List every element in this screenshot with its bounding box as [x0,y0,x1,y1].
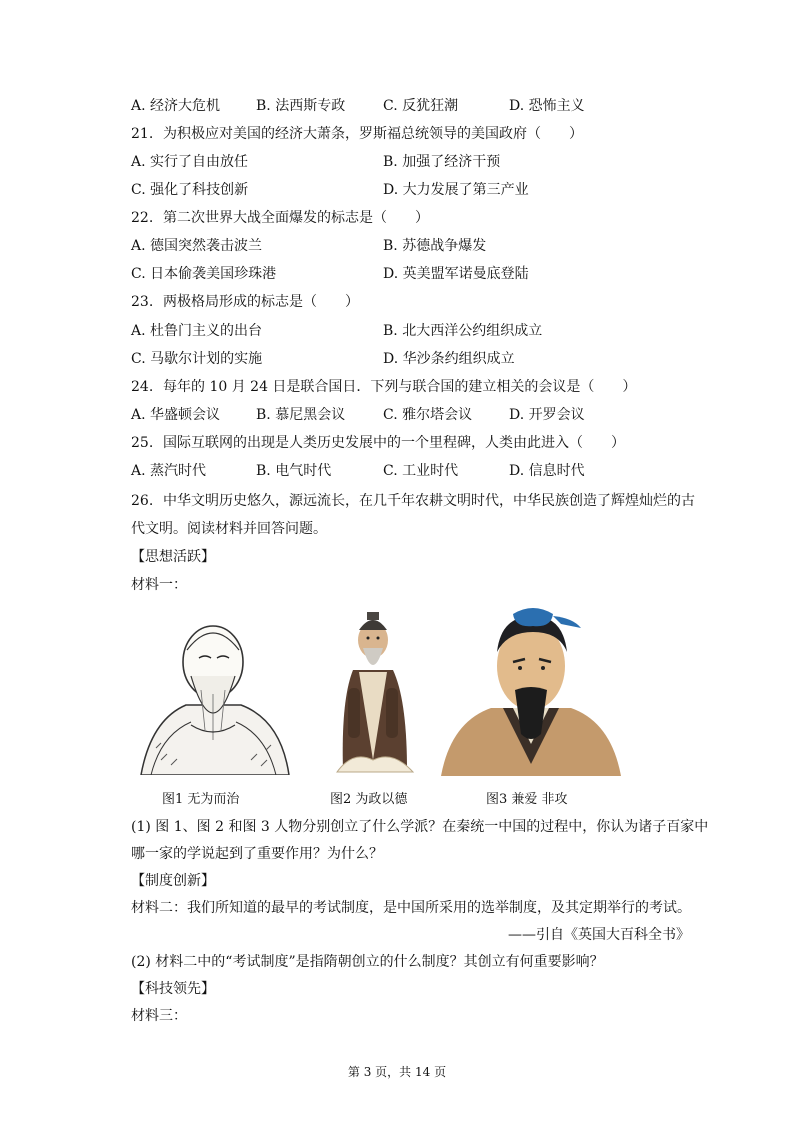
question-number: 24. [131,379,154,395]
sub-question-2: (2) 材料二中的“考试制度”是指隋朝创立的什么制度？其创立有何重要影响？ [131,954,604,970]
q24-option-b: B. 慕尼黑会议 [256,407,346,423]
q20-option-d: D. 恐怖主义 [509,98,585,114]
material-3-label: 材料三： [131,1008,187,1024]
page-footer: 第 3 页，共 14 页 [347,1065,447,1079]
q21-option-c: C. 强化了科技创新 [131,182,249,198]
q23-option-b: B. 北大西洋公约组织成立 [383,323,543,339]
question-text: 第二次世界大战全面爆发的标志是（ ） [163,210,429,226]
question-number: 23. [131,294,154,310]
sub-question-1-line-1: (1) 图 1、图 2 和图 3 人物分别创立了什么学派？在秦统一中国的过程中，你认为诸子百家中 [131,819,709,835]
question-24 [131,377,636,397]
question-26 [131,491,695,511]
question-text: 国际互联网的出现是人类历史发展中的一个里程碑，人类由此进入（ ） [163,435,625,451]
question-text: 两极格局形成的标志是（ ） [163,294,359,310]
question-25 [131,433,625,453]
question-number: 22. [131,210,154,226]
question-number: 21. [131,126,154,142]
q22-option-a: A. 德国突然袭击波兰 [131,238,263,254]
q21-option-b: B. 加强了经济干预 [383,154,501,170]
q23-option-a: A. 杜鲁门主义的出台 [131,323,263,339]
figure-2-caption: 图2 为政以德 [330,792,408,807]
question-22 [131,208,429,228]
question-text: 中华文明历史悠久，源远流长，在几千年农耕文明时代，中华民族创造了辉煌灿烂的古 [163,493,695,509]
question-23 [131,292,359,312]
question-number: 25. [131,435,154,451]
question-21 [131,124,583,144]
material-2-source: ——引自《英国大百科全书》 [508,927,690,943]
q25-option-a: A. 蒸汽时代 [131,463,207,479]
figure-2-confucius-illustration [323,600,423,775]
question-number: 26. [131,493,154,509]
figure-3-mozi-illustration [441,604,621,776]
material-1-label: 材料一： [131,577,187,593]
section-heading-system: 【制度创新】 [131,873,215,889]
q21-option-d: D. 大力发展了第三产业 [383,182,529,198]
q24-option-c: C. 雅尔塔会议 [383,407,473,423]
philosopher-figures [131,600,621,782]
q24-option-d: D. 开罗会议 [509,407,585,423]
q22-option-d: D. 英美盟军诺曼底登陆 [383,266,529,282]
q22-option-b: B. 苏德战争爆发 [383,238,487,254]
q20-option-b: B. 法西斯专政 [256,98,346,114]
q23-option-c: C. 马歇尔计划的实施 [131,351,263,367]
q25-option-b: B. 电气时代 [256,463,332,479]
sub-question-1-line-2: 哪一家的学说起到了重要作用？为什么？ [131,846,383,862]
q20-option-c: C. 反犹狂潮 [383,98,459,114]
question-text: 每年的 10 月 24 日是联合国日．下列与联合国的建立相关的会议是（ ） [163,379,637,395]
section-heading-thought: 【思想活跃】 [131,549,215,565]
figure-1-caption: 图1 无为而治 [162,792,240,807]
q24-option-a: A. 华盛顿会议 [131,407,221,423]
q22-option-c: C. 日本偷袭美国珍珠港 [131,266,277,282]
q23-option-d: D. 华沙条约组织成立 [383,351,515,367]
q25-option-c: C. 工业时代 [383,463,459,479]
material-2-text: 材料二：我们所知道的最早的考试制度，是中国所采用的选举制度，及其定期举行的考试。 [131,900,691,916]
q25-option-d: D. 信息时代 [509,463,585,479]
question-text: 为积极应对美国的经济大萧条，罗斯福总统领导的美国政府（ ） [163,126,583,142]
figure-1-laozi-illustration [131,610,296,775]
q21-option-a: A. 实行了自由放任 [131,154,249,170]
q20-option-a: A. 经济大危机 [131,98,221,114]
question-26-continued: 代文明。阅读材料并回答问题。 [131,521,327,537]
section-heading-tech: 【科技领先】 [131,981,215,997]
figure-3-caption: 图3 兼爱 非攻 [486,792,568,807]
